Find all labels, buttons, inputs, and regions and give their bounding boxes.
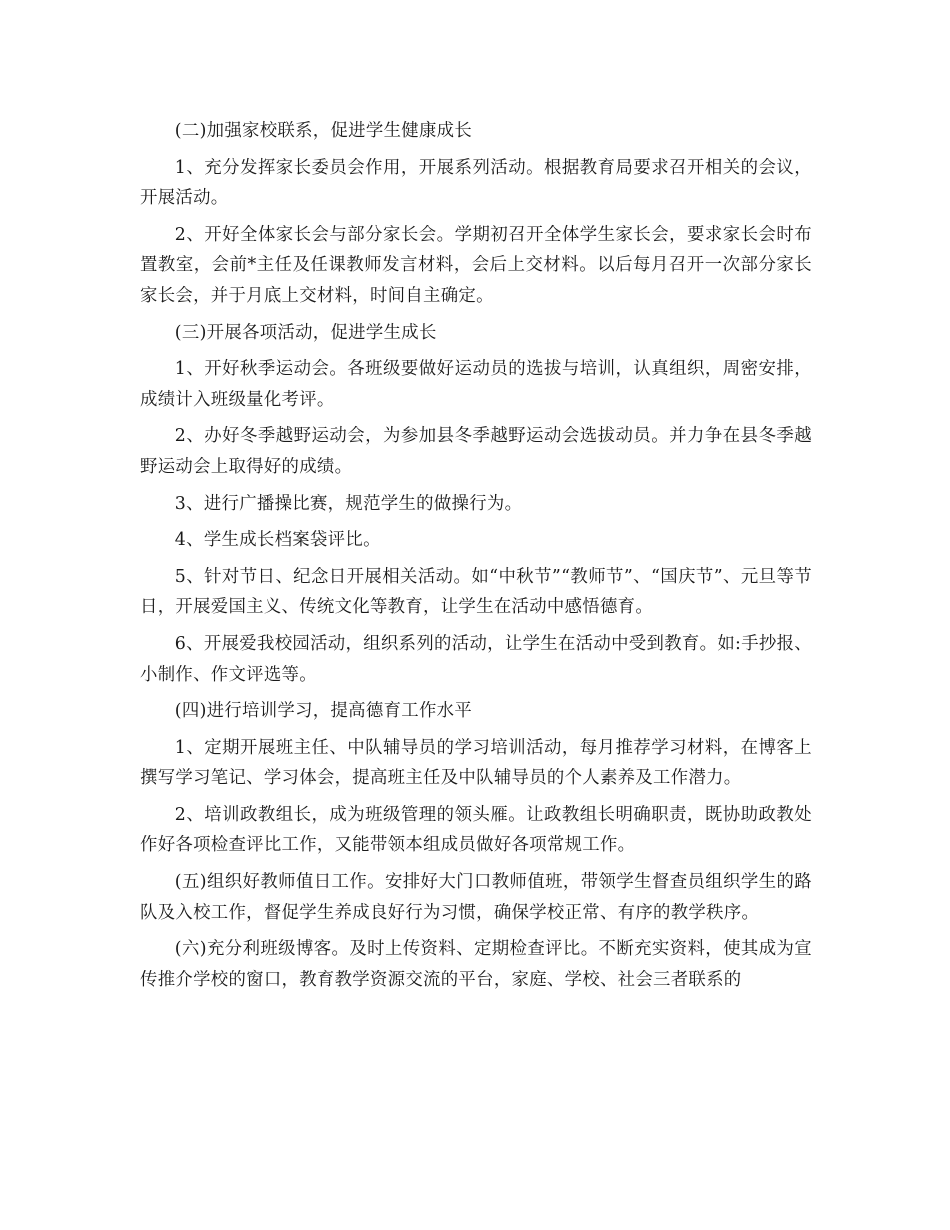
paragraph: 5、针对节日、纪念日开展相关活动。如“中秋节”“教师节”、“国庆节”、元旦等节日，开展爱国主义、传统文化等教育，让学生在活动中感悟德育。 — [140, 566, 812, 618]
section-heading-4: (四)进行培训学习，提高德育工作水平 — [174, 701, 473, 722]
paragraph: 2、办好冬季越野运动会，为参加县冬季越野运动会选拔动员。并力争在县冬季越野运动会上取得好的成绩。 — [140, 426, 812, 477]
paragraph: 6、开展爱我校园活动，组织系列的活动，让学生在活动中受到教育。如:手抄报、小制作、作文评选等。 — [140, 633, 812, 685]
paragraph: 3、进行广播操比赛，规范学生的做操行为。 — [174, 493, 523, 514]
paragraph: 1、充分发挥家长委员会作用，开展系列活动。根据教育局要求召开相关的会议，开展活动。 — [140, 157, 812, 209]
section-heading-2: (二)加强家校联系，促进学生健康成长 — [174, 121, 473, 141]
section-6-paragraph: (六)充分利班级博客。及时上传资料、定期检查评比。不断充实资料，使其成为宣传推介学校的窗口，教育教学资源交流的平台，家庭、学校、社会三者联系的 — [140, 939, 812, 990]
paragraph: 4、学生成长档案袋评比。 — [174, 530, 381, 551]
paragraph: 2、开好全体家长会与部分家长会。学期初召开全体学生家长会，要求家长会时布置教室，会前*主任及任课教师发言材料，会后上交材料。以后每月召开一次部分家长家长会，并于月底上交材料，时间自主确定。 — [140, 224, 812, 306]
document-body — [140, 116, 812, 1001]
paragraph: 1、定期开展班主任、中队辅导员的学习培训活动，每月推荐学习材料，在博客上撰写学习笔记、学习体会，提高班主任及中队辅导员的个人素养及工作潜力。 — [140, 737, 812, 789]
section-5-paragraph: (五)组织好教师值日工作。安排好大门口教师值班，带领学生督查员组织学生的路队及入校工作，督促学生养成良好行为习惯，确保学校正常、有序的教学秩序。 — [140, 872, 812, 923]
section-heading-3: (三)开展各项活动，促进学生成长 — [174, 322, 437, 343]
paragraph: 1、开好秋季运动会。各班级要做好运动员的选拔与培训，认真组织，周密安排，成绩计入班级量化考评。 — [140, 359, 812, 410]
paragraph: 2、培训政教组长，成为班级管理的领头雁。让政教组长明确职责，既协助政教处作好各项检查评比工作，又能带领本组成员做好各项常规工作。 — [140, 804, 812, 856]
